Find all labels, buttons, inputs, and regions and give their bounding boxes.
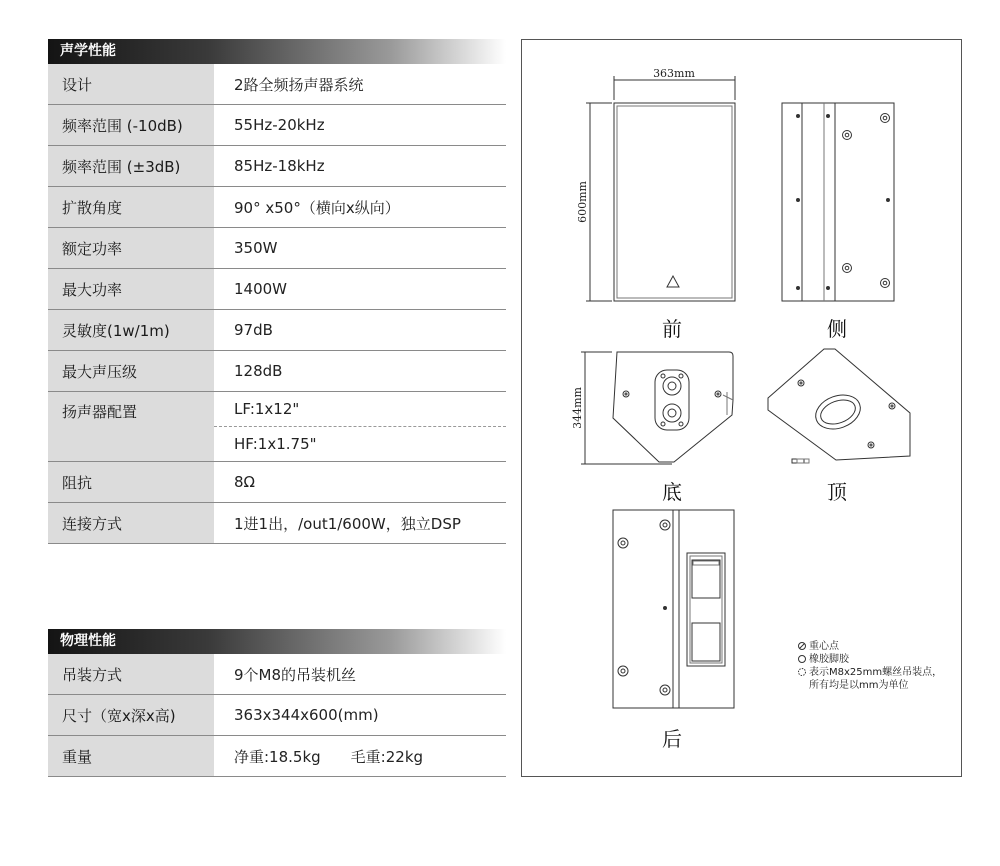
spec-value: 1进1出，/out1/600W，独立DSP [234, 514, 461, 533]
top-view-drawing [768, 349, 910, 463]
spec-row-sensitivity [48, 310, 506, 351]
spec-row-design [48, 64, 506, 105]
height-dimension-label: 600mm [576, 181, 589, 223]
spec-value-group [214, 392, 506, 461]
spec-row-max-power [48, 269, 506, 310]
back-view-drawing [613, 510, 734, 708]
spec-row-dimensions [48, 695, 506, 736]
spec-label: 扩散角度 [48, 187, 214, 227]
spec-label: 连接方式 [48, 503, 214, 543]
spec-value: 8Ω [234, 473, 256, 491]
spec-value: 85Hz-18kHz [234, 157, 325, 175]
legend-item-unit: 所有均是以mm为单位 [809, 680, 909, 691]
spec-row-freq-range-10db [48, 105, 506, 146]
drawing-legend [797, 640, 942, 692]
bottom-view-label: 底 [662, 480, 682, 504]
depth-dimension-label: 344mm [571, 387, 584, 429]
legend-item-cg: 重心点 [809, 641, 839, 652]
spec-value: 55Hz-20kHz [234, 116, 325, 134]
spec-row-freq-range-3db [48, 146, 506, 187]
spec-row-max-spl [48, 351, 506, 392]
spec-row-connection [48, 503, 506, 544]
spec-value: 1400W [234, 280, 288, 298]
spec-label: 设计 [48, 64, 214, 104]
spec-row-rigging [48, 654, 506, 695]
dimension-drawing-panel [521, 39, 962, 777]
spec-row-rated-power [48, 228, 506, 269]
spec-value-lf: LF:1x12" [214, 392, 506, 427]
spec-label: 尺寸（宽x深x高) [48, 695, 214, 735]
spec-row-driver-config [48, 392, 506, 462]
spec-value: 2路全频扬声器系统 [234, 75, 364, 94]
spec-label: 吊装方式 [48, 654, 214, 694]
spec-label: 扬声器配置 [48, 392, 214, 461]
spec-value: 97dB [234, 321, 273, 339]
physical-spec-table [48, 629, 506, 777]
spec-value: 90° x50°（横向x纵向） [234, 198, 400, 217]
spec-label: 频率范围 (-10dB) [48, 105, 214, 145]
spec-label: 阻抗 [48, 462, 214, 502]
spec-value-weight [214, 736, 506, 776]
spec-label: 频率范围 (±3dB) [48, 146, 214, 186]
gross-weight: 毛重:22kg [350, 747, 424, 766]
front-view-drawing [586, 76, 735, 301]
spec-label: 重量 [48, 736, 214, 776]
spec-value: 9个M8的吊装机丝 [234, 665, 357, 684]
physical-section-title: 物理性能 [48, 629, 506, 654]
spec-row-weight [48, 736, 506, 777]
net-weight: 净重:18.5kg [234, 747, 321, 766]
acoustic-spec-table [48, 39, 506, 544]
spec-row-impedance [48, 462, 506, 503]
front-view-label: 前 [662, 317, 682, 341]
spec-label: 最大功率 [48, 269, 214, 309]
acoustic-section-title: 声学性能 [48, 39, 506, 64]
spec-value-hf: HF:1x1.75" [234, 435, 317, 453]
width-dimension-label: 363mm [653, 67, 695, 80]
spec-label: 灵敏度(1w/1m) [48, 310, 214, 350]
side-view-drawing [782, 103, 894, 301]
legend-item-rig: 表示M8x25mm螺丝吊装点， [809, 667, 943, 678]
spec-row-dispersion [48, 187, 506, 228]
spec-value: 363x344x600(mm) [234, 706, 379, 724]
spec-label: 额定功率 [48, 228, 214, 268]
top-view-label: 顶 [827, 480, 847, 504]
back-view-label: 后 [662, 727, 682, 751]
bottom-view-drawing [581, 352, 733, 464]
spec-value: 128dB [234, 362, 283, 380]
legend-item-feet: 橡胶脚胶 [809, 654, 849, 665]
spec-value: 350W [234, 239, 278, 257]
spec-label: 最大声压级 [48, 351, 214, 391]
side-view-label: 侧 [827, 317, 847, 341]
